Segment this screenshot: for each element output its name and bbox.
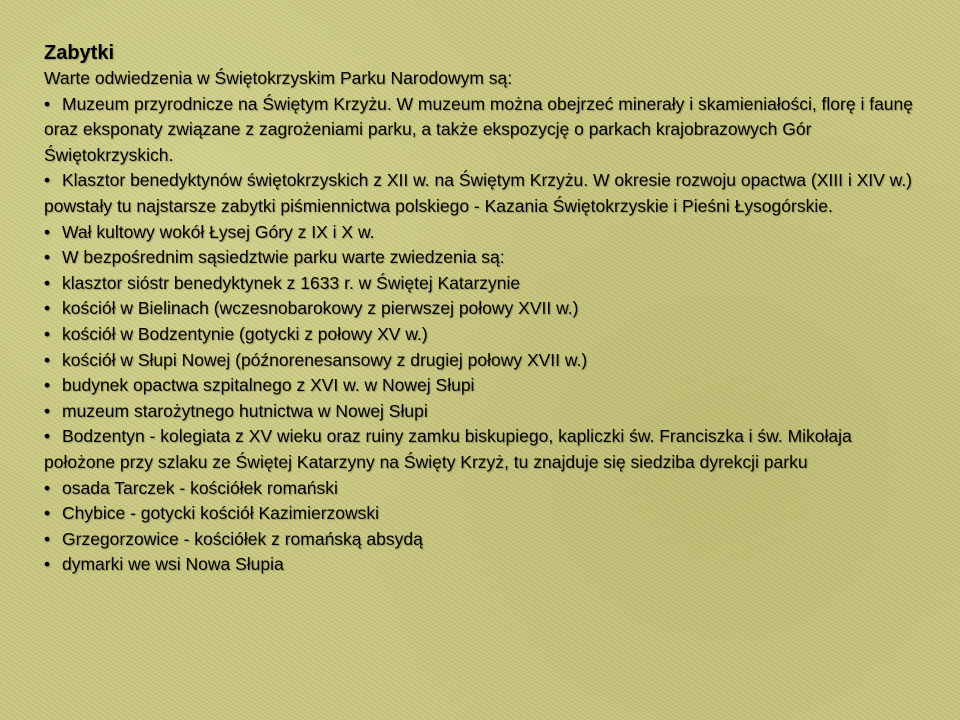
bullet-icon: • — [44, 375, 51, 396]
monuments-list — [44, 92, 924, 578]
list-item-text: budynek opactwa szpitalnego z XVI w. w Nowej Słupi — [62, 375, 475, 396]
bullet-icon: • — [44, 554, 51, 575]
bullet-icon: • — [44, 272, 51, 293]
list-item — [44, 92, 924, 169]
list-item — [44, 552, 924, 578]
bullet-icon: • — [44, 503, 51, 524]
list-item-text: kościół w Słupi Nowej (późnorenesansowy z drugiej połowy XVII w.) — [62, 349, 588, 370]
list-item-text: Grzegorzowice - kościółek z romańską absydą — [62, 528, 423, 549]
bullet-icon: • — [44, 400, 51, 421]
bullet-icon: • — [44, 221, 51, 242]
bullet-icon: • — [44, 349, 51, 370]
list-item — [44, 296, 924, 322]
list-item — [44, 424, 924, 475]
list-item — [44, 271, 924, 297]
list-item-text: muzeum starożytnego hutnictwa w Nowej Słupi — [62, 400, 428, 421]
list-item-text: kościół w Bodzentynie (gotycki z połowy XV w.) — [62, 323, 428, 344]
list-item-text: Wał kultowy wokół Łysej Góry z IX i X w. — [62, 221, 375, 242]
bullet-icon: • — [44, 298, 51, 319]
bullet-icon: • — [44, 247, 51, 268]
list-item — [44, 245, 924, 271]
bullet-icon: • — [44, 477, 51, 498]
list-item-text: Chybice - gotycki kościół Kazimierzowski — [62, 503, 380, 524]
list-item-text: Muzeum przyrodnicze na Świętym Krzyżu. W muzeum można obejrzeć minerały i skamieniałości, florę i faunę oraz eksponaty związane z zagrożeniami parku, a także ekspozycję o parkach krajobrazowych Gór Świętokrzyskich. — [44, 93, 913, 165]
list-item-text: kościół w Bielinach (wczesnobarokowy z pierwszej połowy XVII w.) — [62, 298, 579, 319]
bullet-icon: • — [44, 93, 51, 114]
bullet-icon: • — [44, 528, 51, 549]
list-item — [44, 220, 924, 246]
list-item-text: klasztor sióstr benedyktynek z 1633 r. w Świętej Katarzynie — [62, 272, 521, 293]
list-item-text: dymarki we wsi Nowa Słupia — [62, 554, 284, 575]
list-item — [44, 501, 924, 527]
intro-text: Warte odwiedzenia w Świętokrzyskim Parku Narodowym są: — [44, 68, 513, 88]
list-item-text: osada Tarczek - kościółek romański — [62, 477, 338, 498]
list-item-text: W bezpośrednim sąsiedztwie parku warte zwiedzenia są: — [62, 247, 505, 268]
list-item — [44, 168, 924, 219]
list-item-text: Bodzentyn - kolegiata z XV wieku oraz ruiny zamku biskupiego, kapliczki św. Franciszka i św. Mikołaja położone przy szlaku ze Świętej Katarzyny na Święty Krzyż, tu znajduje się siedziba dyrekcji parku — [44, 426, 852, 472]
bullet-icon: • — [44, 323, 51, 344]
list-item — [44, 476, 924, 502]
list-item — [44, 322, 924, 348]
list-item — [44, 527, 924, 553]
bullet-icon: • — [44, 426, 51, 447]
bullet-icon: • — [44, 170, 51, 191]
slide-title: Zabytki — [44, 42, 115, 64]
list-item-text: Klasztor benedyktynów świętokrzyskich z XII w. na Świętym Krzyżu. W okresie rozwoju opactwa (XIII i XIV w.) powstały tu najstarsze zabytki piśmiennictwa polskiego - Kazania Świętokrzyskie i Pieśni Łysogórskie. — [44, 170, 913, 216]
list-item — [44, 348, 924, 374]
list-item — [44, 373, 924, 399]
list-item — [44, 399, 924, 425]
slide-content — [44, 40, 924, 578]
